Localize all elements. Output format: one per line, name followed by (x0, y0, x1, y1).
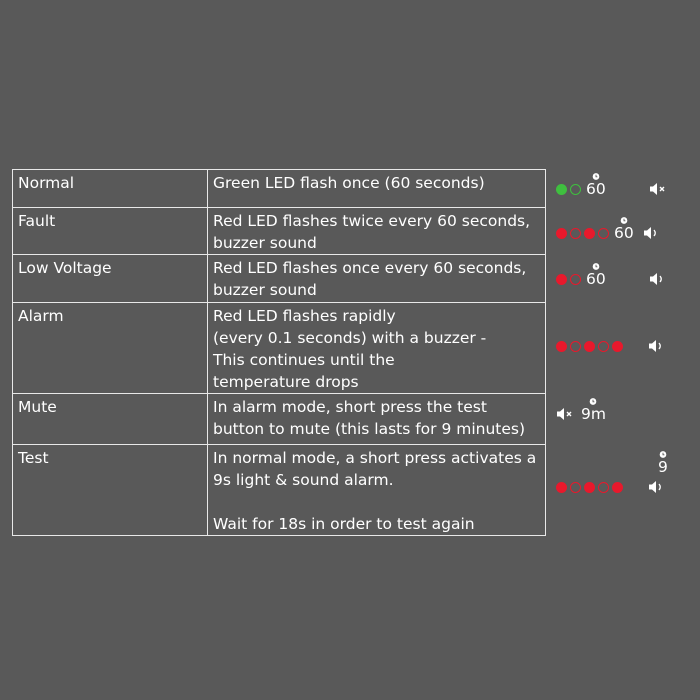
mode-name: Alarm (13, 303, 208, 394)
description-line: Red LED flashes rapidly (213, 307, 396, 325)
speaker-icon (643, 226, 660, 240)
mute-indicator (556, 405, 606, 423)
mode-description (208, 208, 546, 255)
timer-value: 9m (581, 405, 606, 423)
timer-value: 60 (586, 270, 606, 288)
table-row-fault (13, 208, 546, 255)
clock-icon (590, 398, 597, 405)
red-led-on (584, 341, 595, 352)
mode-description (208, 445, 546, 536)
mode-description (208, 170, 546, 208)
description-line: buzzer sound (213, 281, 317, 299)
red-led-off (598, 482, 609, 493)
red-led-off (598, 341, 609, 352)
speaker-icon (649, 272, 666, 286)
red-led-off (598, 228, 609, 239)
timer-label (581, 405, 606, 423)
description-line: Red LED flashes twice every 60 seconds, (213, 212, 531, 230)
alarm-indicator (556, 339, 665, 353)
red-led-off (570, 482, 581, 493)
red-led-on (584, 228, 595, 239)
red-led-on (584, 482, 595, 493)
timer-value: 9 (658, 458, 668, 476)
test-indicator (556, 480, 665, 494)
red-led-on (556, 228, 567, 239)
low-voltage-indicator (556, 270, 666, 288)
normal-indicator (556, 180, 666, 198)
mode-name: Mute (13, 394, 208, 445)
mode-name: Fault (13, 208, 208, 255)
table-row-normal (13, 170, 546, 208)
description-line: Green LED flash once (60 seconds) (213, 174, 485, 192)
clock-icon (592, 173, 599, 180)
description-line: (every 0.1 seconds) with a buzzer - (213, 329, 487, 347)
timer-value: 60 (614, 224, 634, 242)
description-line: button to mute (this lasts for 9 minutes) (213, 420, 526, 438)
description-line: Red LED flashes once every 60 seconds, (213, 259, 527, 277)
description-line: This continues until the (213, 351, 395, 369)
mode-description (208, 394, 546, 445)
fault-indicator (556, 224, 660, 242)
table-row-low-voltage (13, 255, 546, 303)
description-line: Wait for 18s in order to test again (213, 515, 475, 533)
description-line: buzzer sound (213, 234, 317, 252)
timer-label (614, 224, 634, 242)
mode-name: Normal (13, 170, 208, 208)
clock-icon (620, 217, 627, 224)
red-led-on (556, 482, 567, 493)
mode-description (208, 303, 546, 394)
table-row-mute (13, 394, 546, 445)
green-led-on (556, 184, 567, 195)
led-status-table (12, 169, 546, 536)
description-line: temperature drops (213, 373, 359, 391)
clock-icon (659, 451, 666, 458)
mode-name: Test (13, 445, 208, 536)
mode-name: Low Voltage (13, 255, 208, 303)
test-timer-label (658, 458, 668, 476)
red-led-on (556, 341, 567, 352)
timer-label (586, 270, 606, 288)
muted-speaker-icon (649, 182, 666, 196)
speaker-icon (648, 339, 665, 353)
red-led-off (570, 228, 581, 239)
red-led-on (612, 341, 623, 352)
description-line: 9s light & sound alarm. (213, 471, 394, 489)
red-led-off (570, 341, 581, 352)
speaker-icon (648, 480, 665, 494)
clock-icon (592, 263, 599, 270)
table-row-test (13, 445, 546, 536)
red-led-on (556, 274, 567, 285)
mode-description (208, 255, 546, 303)
description-gap (213, 491, 540, 513)
muted-speaker-icon (556, 407, 573, 421)
green-led-off (570, 184, 581, 195)
description-line: In normal mode, a short press activates a (213, 449, 537, 467)
table-row-alarm (13, 303, 546, 394)
red-led-on (612, 482, 623, 493)
timer-label (586, 180, 606, 198)
timer-value: 60 (586, 180, 606, 198)
red-led-off (570, 274, 581, 285)
description-line: In alarm mode, short press the test (213, 398, 487, 416)
